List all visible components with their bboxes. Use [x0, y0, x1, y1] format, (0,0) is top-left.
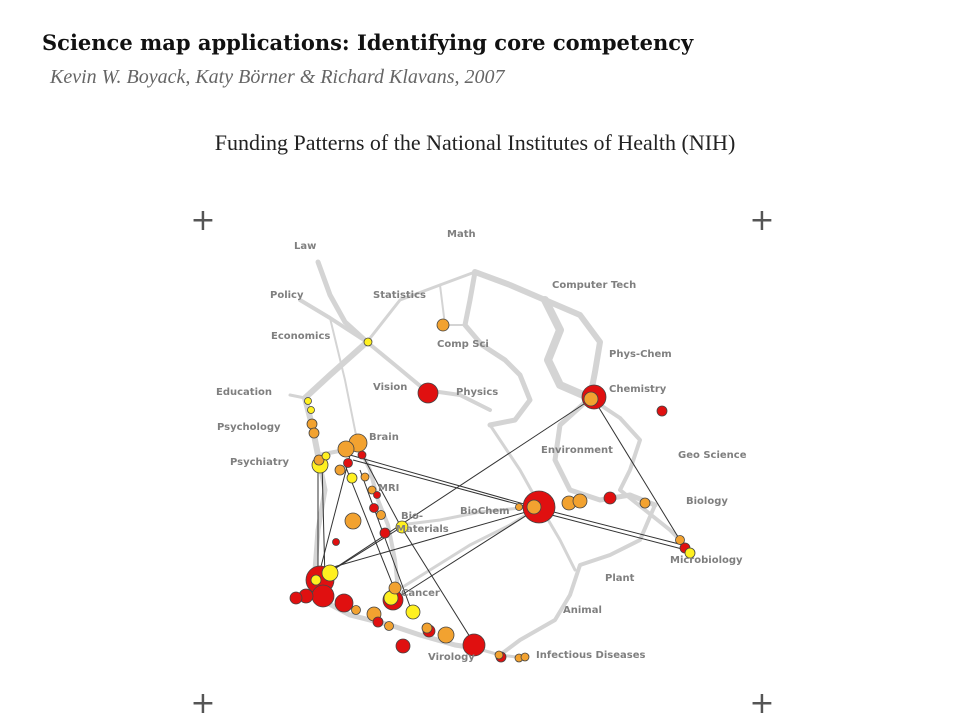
label-geo-science: Geo Science [678, 450, 747, 461]
label-vision: Vision [373, 382, 408, 393]
node-mri-2 [361, 473, 369, 481]
node-cancer-2 [322, 565, 338, 581]
slide-title: Science map applications: Identifying core competency [42, 30, 694, 55]
node-cancer-14 [373, 617, 383, 627]
node-biochem-5 [604, 492, 616, 504]
node-psychology [307, 419, 317, 429]
label-bio-materials-line2: Materials [396, 524, 449, 535]
node-education [305, 398, 312, 405]
node-chemistry-mid [584, 392, 598, 406]
node-brain-4 [344, 459, 353, 468]
node-biomaterials-3 [380, 528, 390, 538]
link-cancer-biochem-2 [330, 508, 540, 568]
node-virology-2 [422, 623, 432, 633]
label-cancer: Cancer [401, 588, 440, 599]
link-biomaterials-virology [400, 525, 475, 645]
node-chemistry-small [657, 406, 667, 416]
funding-nodes [290, 319, 695, 662]
node-psychology-2 [309, 428, 319, 438]
node-cancer-4 [312, 585, 334, 607]
label-economics: Economics [271, 331, 331, 342]
label-law: Law [294, 241, 317, 252]
node-cancer-6 [290, 592, 302, 604]
label-biology: Biology [686, 496, 728, 507]
label-chemistry: Chemistry [609, 384, 667, 395]
node-biology [640, 498, 650, 508]
label-phys-chem: Phys-Chem [609, 349, 672, 360]
link-chemistry-microbiology [593, 398, 683, 545]
label-physics: Physics [456, 387, 499, 398]
label-virology: Virology [428, 652, 475, 663]
label-brain: Brain [369, 432, 399, 443]
label-statistics: Statistics [373, 290, 426, 301]
label-math: Math [447, 229, 476, 240]
label-computer-tech: Computer Tech [552, 280, 637, 291]
corner-mark-top-left: + [190, 203, 216, 238]
node-cancer-7 [335, 594, 353, 612]
label-policy: Policy [270, 290, 304, 301]
node-biochem-4 [516, 504, 523, 511]
slide-authors: Kevin W. Boyack, Katy Börner & Richard Klavans, 2007 [50, 66, 505, 88]
node-vision [418, 383, 438, 403]
node-cancer-16 [396, 639, 410, 653]
corner-mark-bottom-left: + [190, 686, 216, 720]
corner-mark-bottom-right: + [749, 686, 775, 720]
node-biomaterials-4 [333, 539, 340, 546]
node-cancer-12 [406, 605, 420, 619]
label-infectious-diseases: Infectious Diseases [536, 650, 646, 661]
node-mri-5 [370, 504, 379, 513]
node-statistics [364, 338, 372, 346]
label-bio-materials-line1: Bio- [401, 511, 424, 522]
label-comp-sci: Comp Sci [437, 339, 489, 350]
node-virology-3 [438, 627, 454, 643]
node-mri-6 [377, 511, 386, 520]
label-plant: Plant [605, 573, 635, 584]
node-brain-5 [335, 465, 345, 475]
node-biomaterials-1 [345, 513, 361, 529]
label-biochem: BioChem [460, 506, 510, 517]
label-microbiology: Microbiology [670, 555, 743, 566]
corner-mark-top-right: + [749, 203, 775, 238]
node-psychiatry-3 [322, 452, 330, 460]
node-biochem-3 [573, 494, 587, 508]
node-infectious-4 [521, 653, 529, 661]
node-cancer-15 [385, 622, 394, 631]
node-mri-1 [347, 473, 357, 483]
node-cancer-8 [352, 606, 361, 615]
label-psychology: Psychology [217, 422, 281, 433]
map-subtitle: Funding Patterns of the National Institutes of Health (NIH) [214, 130, 736, 155]
label-environment: Environment [541, 445, 613, 456]
node-comp-sci [437, 319, 449, 331]
label-education: Education [216, 387, 272, 398]
node-biochem-inner [527, 500, 541, 514]
node-cancer-3 [311, 575, 321, 585]
node-cancer-11 [389, 582, 401, 594]
label-mri: MRI [378, 483, 400, 494]
label-psychiatry: Psychiatry [230, 457, 290, 468]
node-brain-3 [358, 451, 366, 459]
label-animal: Animal [563, 605, 602, 616]
node-education-2 [308, 407, 315, 414]
node-brain-2 [338, 441, 354, 457]
node-infectious-2 [495, 651, 503, 659]
